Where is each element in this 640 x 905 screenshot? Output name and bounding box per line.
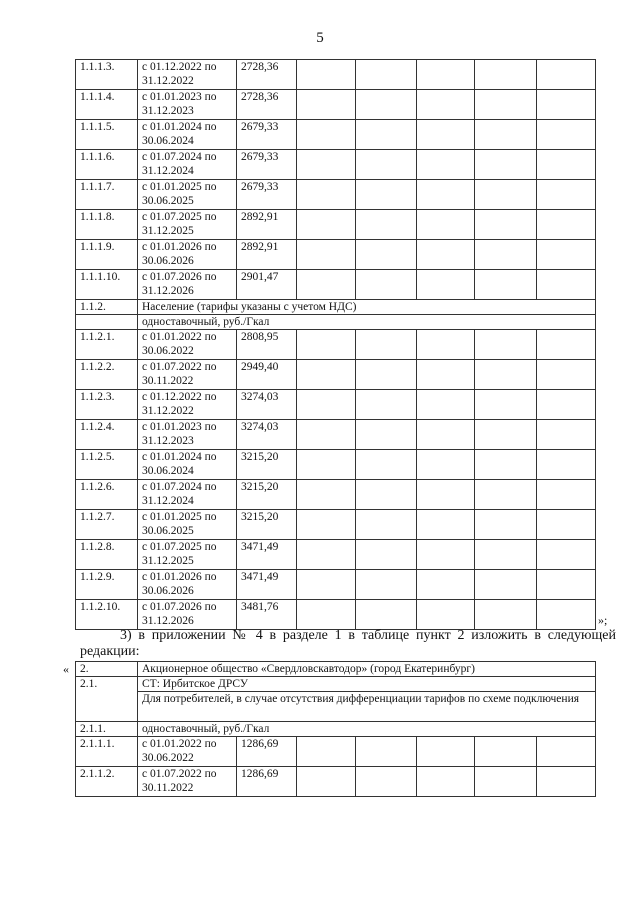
empty-cell: [417, 450, 475, 480]
empty-cell: [417, 570, 475, 600]
empty-cell: [297, 90, 356, 120]
empty-cell: [537, 270, 596, 300]
empty-cell: [475, 150, 537, 180]
empty-cell: [356, 90, 417, 120]
empty-cell: [475, 210, 537, 240]
row-number: 1.1.1.4.: [76, 90, 138, 120]
empty-cell: [356, 210, 417, 240]
row-value: 2728,36: [237, 60, 297, 90]
row-period: с 01.07.2025 по 31.12.2025: [138, 210, 237, 240]
empty-cell: [537, 600, 596, 630]
row-value: 3215,20: [237, 510, 297, 540]
empty-cell: [537, 150, 596, 180]
empty-cell: [537, 210, 596, 240]
empty-cell: [417, 360, 475, 390]
empty-cell: [475, 510, 537, 540]
empty-cell: [475, 737, 537, 767]
empty-cell: [537, 330, 596, 360]
empty-cell: [356, 510, 417, 540]
empty-cell: [356, 150, 417, 180]
empty-cell: [417, 60, 475, 90]
empty-cell: [475, 60, 537, 90]
row-period: с 01.01.2022 по 30.06.2022: [138, 330, 237, 360]
org-number: 2.: [76, 662, 138, 677]
empty-cell: [356, 330, 417, 360]
row-period: с 01.07.2026 по 31.12.2026: [138, 600, 237, 630]
table-row: [76, 480, 596, 510]
section-subtitle: одноставочный, руб./Гкал: [138, 315, 596, 330]
empty-cell: [356, 390, 417, 420]
tariff-table-heat: [75, 59, 596, 630]
row-value: 2679,33: [237, 120, 297, 150]
empty-cell: [475, 330, 537, 360]
table-row: [76, 270, 596, 300]
table-row: [76, 240, 596, 270]
table-row: [76, 330, 596, 360]
row-number: 1.1.2.5.: [76, 450, 138, 480]
row-number: 1.1.2.9.: [76, 570, 138, 600]
table-row: [76, 90, 596, 120]
row-value: 3274,03: [237, 390, 297, 420]
opening-quote: «: [63, 662, 69, 676]
empty-cell: [537, 360, 596, 390]
empty-cell: [356, 540, 417, 570]
empty-cell: [475, 240, 537, 270]
row-number: 1.1.2.2.: [76, 360, 138, 390]
row-number: 1.1.1.9.: [76, 240, 138, 270]
row-period: с 01.01.2026 по 30.06.2026: [138, 240, 237, 270]
empty-cell: [297, 360, 356, 390]
row-value: 2901,47: [237, 270, 297, 300]
empty-cell: [475, 90, 537, 120]
table-row: [76, 450, 596, 480]
empty-cell: [297, 120, 356, 150]
row-value: 2892,91: [237, 210, 297, 240]
empty-cell: [537, 60, 596, 90]
empty-cell: [537, 180, 596, 210]
empty-cell: [356, 420, 417, 450]
empty-cell: [475, 270, 537, 300]
table-row: [76, 120, 596, 150]
empty-cell: [475, 767, 537, 797]
closing-quote: »;: [598, 613, 608, 627]
empty-cell: [475, 180, 537, 210]
empty-cell: [297, 510, 356, 540]
empty-cell: [297, 210, 356, 240]
row-number: 1.1.1.5.: [76, 120, 138, 150]
empty-cell: [417, 600, 475, 630]
row-value: 2949,40: [237, 360, 297, 390]
empty-cell: [297, 570, 356, 600]
row-period: с 01.01.2024 по 30.06.2024: [138, 450, 237, 480]
row-number: 2.1.1.2.: [76, 767, 138, 797]
st-note-row: [76, 692, 596, 722]
table-row: [76, 510, 596, 540]
empty-cell: [417, 240, 475, 270]
empty-cell: [417, 510, 475, 540]
row-period: с 01.01.2025 по 30.06.2025: [138, 510, 237, 540]
row-value: 3215,20: [237, 480, 297, 510]
row-period: с 01.01.2025 по 30.06.2025: [138, 180, 237, 210]
section-number: 1.1.2.: [76, 300, 138, 315]
empty-cell: [537, 420, 596, 450]
table-row: [76, 180, 596, 210]
row-period: с 01.01.2024 по 30.06.2024: [138, 120, 237, 150]
empty-cell: [537, 480, 596, 510]
empty-cell: [297, 540, 356, 570]
empty-cell: [537, 737, 596, 767]
row-period: с 01.01.2023 по 31.12.2023: [138, 90, 237, 120]
table-row: [76, 767, 596, 797]
row-period: с 01.07.2026 по 31.12.2026: [138, 270, 237, 300]
empty-cell: [356, 270, 417, 300]
empty-cell: [417, 180, 475, 210]
table-row: [76, 360, 596, 390]
empty-cell: [297, 390, 356, 420]
row-value: 3215,20: [237, 450, 297, 480]
empty-cell: [356, 480, 417, 510]
empty-cell: [297, 767, 356, 797]
table-row: [76, 737, 596, 767]
row-number: 2.1.1.1.: [76, 737, 138, 767]
table-row: [76, 420, 596, 450]
empty-cell: [356, 180, 417, 210]
empty-cell: [537, 90, 596, 120]
table-row: [76, 150, 596, 180]
empty-cell: [356, 120, 417, 150]
table-row: [76, 390, 596, 420]
section-subtitle-row: [76, 315, 596, 330]
row-value: 1286,69: [237, 767, 297, 797]
row-number: 1.1.1.3.: [76, 60, 138, 90]
empty-cell: [356, 60, 417, 90]
empty-cell: [475, 540, 537, 570]
empty-cell: [356, 360, 417, 390]
row-value: 3274,03: [237, 420, 297, 450]
row-number: 1.1.2.3.: [76, 390, 138, 420]
empty-cell: [417, 150, 475, 180]
row-value: 1286,69: [237, 737, 297, 767]
row-value: 2892,91: [237, 240, 297, 270]
table-row: [76, 60, 596, 90]
empty-cell: [537, 510, 596, 540]
empty-cell: [537, 120, 596, 150]
empty-cell: [297, 330, 356, 360]
row-value: 3481,76: [237, 600, 297, 630]
empty-cell: [417, 330, 475, 360]
empty-cell: [356, 767, 417, 797]
empty-cell: [356, 450, 417, 480]
row-value: 3471,49: [237, 570, 297, 600]
sub-number: 2.1.1.: [76, 722, 138, 737]
row-value: 2808,95: [237, 330, 297, 360]
empty-cell: [475, 450, 537, 480]
section-row: [76, 300, 596, 315]
empty-cell: [475, 480, 537, 510]
row-period: с 01.07.2024 по 31.12.2024: [138, 480, 237, 510]
empty-cell: [297, 270, 356, 300]
empty-cell: [297, 480, 356, 510]
row-period: с 01.07.2022 по 30.11.2022: [138, 360, 237, 390]
empty-cell: [417, 737, 475, 767]
row-number: 1.1.2.10.: [76, 600, 138, 630]
sub-row: [76, 722, 596, 737]
empty-cell: [297, 450, 356, 480]
sub-title: одноставочный, руб./Гкал: [138, 722, 596, 737]
empty-cell: [475, 570, 537, 600]
row-period: с 01.07.2022 по 30.11.2022: [138, 767, 237, 797]
row-period: с 01.07.2025 по 31.12.2025: [138, 540, 237, 570]
table-row: [76, 540, 596, 570]
empty-cell: [417, 540, 475, 570]
org-title: Акционерное общество «Свердловскавтодор» (город Екатеринбург): [138, 662, 596, 677]
row-number: 1.1.1.8.: [76, 210, 138, 240]
section-title: Население (тарифы указаны с учетом НДС): [138, 300, 596, 315]
empty-cell: [297, 600, 356, 630]
empty-cell: [537, 767, 596, 797]
st-row: [76, 677, 596, 692]
row-period: с 01.01.2023 по 31.12.2023: [138, 420, 237, 450]
row-number: 1.1.1.6.: [76, 150, 138, 180]
empty-cell: [297, 180, 356, 210]
row-period: с 01.07.2024 по 31.12.2024: [138, 150, 237, 180]
row-number: 1.1.1.10.: [76, 270, 138, 300]
org-row: [76, 662, 596, 677]
empty-cell: [475, 600, 537, 630]
empty-cell: [297, 240, 356, 270]
row-number: 1.1.2.4.: [76, 420, 138, 450]
empty-cell: [417, 420, 475, 450]
empty-cell: [417, 210, 475, 240]
empty-cell: [537, 240, 596, 270]
st-number: 2.1.: [76, 677, 138, 722]
table-row: [76, 600, 596, 630]
row-number: 1.1.2.8.: [76, 540, 138, 570]
empty-cell: [475, 390, 537, 420]
empty-cell: [417, 270, 475, 300]
table-row: [76, 570, 596, 600]
empty-cell: [417, 480, 475, 510]
empty-cell: [417, 767, 475, 797]
table-row: [76, 210, 596, 240]
empty-cell: [297, 60, 356, 90]
empty-cell: [537, 390, 596, 420]
empty-cell: [475, 120, 537, 150]
empty-cell: [475, 360, 537, 390]
empty-cell: [417, 90, 475, 120]
row-value: 3471,49: [237, 540, 297, 570]
row-value: 2679,33: [237, 180, 297, 210]
page-number: 5: [316, 30, 324, 46]
empty-cell: [356, 600, 417, 630]
row-number: 1.1.2.1.: [76, 330, 138, 360]
row-period: с 01.01.2026 по 30.06.2026: [138, 570, 237, 600]
row-period: с 01.12.2022 по 31.12.2022: [138, 390, 237, 420]
row-period: с 01.01.2022 по 30.06.2022: [138, 737, 237, 767]
row-number: 1.1.2.7.: [76, 510, 138, 540]
row-number: 1.1.1.7.: [76, 180, 138, 210]
row-period: с 01.12.2022 по 31.12.2022: [138, 60, 237, 90]
empty-cell: [297, 420, 356, 450]
amendment-paragraph: 3) в приложении № 4 в разделе 1 в таблице пункт 2 изложить в следующей редакции:: [80, 628, 616, 659]
empty-cell: [297, 150, 356, 180]
empty-cell: [356, 570, 417, 600]
empty-cell: [537, 570, 596, 600]
row-number: 1.1.2.6.: [76, 480, 138, 510]
empty-cell: [537, 450, 596, 480]
tariff-table-org: [75, 661, 596, 797]
empty-cell: [356, 240, 417, 270]
empty-cell: [475, 420, 537, 450]
empty-cell: [417, 390, 475, 420]
empty-cell: [537, 540, 596, 570]
empty-cell: [417, 120, 475, 150]
row-value: 2728,36: [237, 90, 297, 120]
empty-cell: [356, 737, 417, 767]
st-note: Для потребителей, в случае отсутствия дифференциации тарифов по схеме подключения: [138, 692, 596, 722]
st-title: СТ: Ирбитское ДРСУ: [138, 677, 596, 692]
row-value: 2679,33: [237, 150, 297, 180]
empty-cell: [297, 737, 356, 767]
